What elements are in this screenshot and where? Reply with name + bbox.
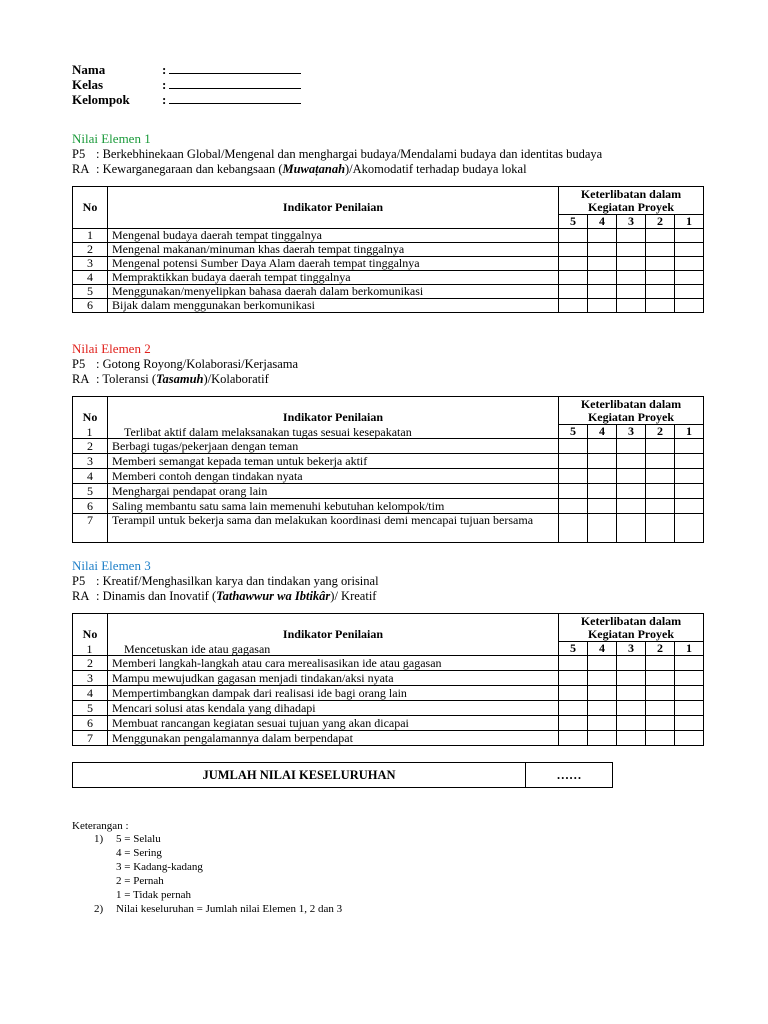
scale-item: 4 = Sering [116, 847, 162, 859]
col-score-header: Keterlibatan dalam Kegiatan Proyek [559, 614, 704, 642]
score-5-header: 5 [559, 215, 588, 229]
name-blank[interactable] [169, 62, 301, 74]
class-blank[interactable] [169, 77, 301, 89]
section-3-title: Nilai Elemen 3 [72, 558, 151, 573]
section-2-ra: RA : Toleransi (Tasamuh)/Kolaboratif [72, 372, 269, 386]
name-field[interactable]: Nama : [72, 62, 301, 78]
table-row: 6 Saling membantu satu sama lain memenuhi kebutuhan kelompok/tim [73, 499, 704, 514]
table-row: 4 Mempertimbangkan dampak dari realisasi ide bagi orang lain [73, 686, 704, 701]
table-row: 4 Memberi contoh dengan tindakan nyata [73, 469, 704, 484]
table-row: 5 4 3 2 1 [73, 642, 704, 656]
total-score-box [72, 762, 613, 788]
section-1-p5: P5 : Berkebhinekaan Global/Mengenal dan menghargai budaya/Mendalami budaya dan identitas budaya [72, 147, 603, 161]
total-label: JUMLAH NILAI KESELURUHAN [73, 763, 526, 787]
score-4-header: 4 [588, 215, 617, 229]
col-no-header: No [73, 187, 108, 229]
score-3-header: 3 [617, 215, 646, 229]
score-1-header: 1 [675, 215, 704, 229]
section-2-title: Nilai Elemen 2 [72, 341, 151, 356]
name-label: Nama [72, 62, 106, 77]
table-row: 3 Memberi semangat kepada teman untuk bekerja aktif [73, 454, 704, 469]
table-row: 7 Menggunakan pengalamannya dalam berpendapat [73, 731, 704, 746]
section-2-row1-text: Terlibat aktif dalam melaksanakan tugas sesuai kesepakatan [124, 425, 412, 439]
total-value[interactable]: …… [556, 768, 582, 782]
table-row: 5 4 3 2 1 [73, 425, 704, 439]
table-row: 2 Berbagi tugas/pekerjaan dengan teman [73, 439, 704, 454]
table-row: 7 Terampil untuk bekerja sama dan melakukan koordinasi demi mencapai tujuan bersama [73, 514, 704, 543]
col-indikator-header: Indikator Penilaian [108, 397, 559, 439]
section-3-table [72, 613, 704, 746]
table-row: 6 Bijak dalam menggunakan berkomunikasi [73, 299, 704, 313]
notes-item1-num: 1) [94, 833, 104, 845]
scale-item: 3 = Kadang-kadang [116, 861, 203, 873]
scale-item: 5 = Selalu [116, 833, 161, 845]
col-indikator-header: Indikator Penilaian [108, 614, 559, 656]
score-2-header: 2 [646, 215, 675, 229]
table-row: 3 Mengenal potensi Sumber Daya Alam daerah tempat tinggalnya [73, 257, 704, 271]
table-row: 2 Memberi langkah-langkah atau cara merealisasikan ide atau gagasan [73, 656, 704, 671]
table-row: 4 Mempraktikkan budaya daerah tempat tinggalnya [73, 271, 704, 285]
col-indikator-header: Indikator Penilaian [108, 187, 559, 229]
section-1-ra: RA : Kewarganegaraan dan kebangsaan (Muwaṭanah)/Akomodatif terhadap budaya lokal [72, 162, 527, 176]
class-label: Kelas [72, 77, 104, 92]
scale-item: 2 = Pernah [116, 875, 164, 887]
section-2-p5: P5 : Gotong Royong/Kolaborasi/Kerjasama [72, 357, 299, 371]
col-no-header: No [73, 397, 108, 439]
section-3-p5: P5 : Kreatif/Menghasilkan karya dan tindakan yang orisinal [72, 574, 379, 588]
notes-item2-text: Nilai keseluruhan = Jumlah nilai Elemen 1, 2 dan 3 [116, 903, 343, 915]
group-label: Kelompok [72, 92, 130, 107]
notes-title: Keterangan : [72, 820, 129, 832]
col-score-header: Keterlibatan dalam Kegiatan Proyek [559, 187, 704, 215]
section-3-ra: RA : Dinamis dan Inovatif (Tathawwur wa Ibtikâr)/ Kreatif [72, 589, 377, 603]
table-row: 5 Menghargai pendapat orang lain [73, 484, 704, 499]
class-field[interactable]: Kelas : [72, 77, 301, 93]
section-1-table [72, 186, 704, 313]
table-row: 5 Menggunakan/menyelipkan bahasa daerah dalam berkomunikasi [73, 285, 704, 299]
table-row: 1 Mengenal budaya daerah tempat tinggalnya [73, 229, 704, 243]
section-3-row1-text: Mencetuskan ide atau gagasan [124, 642, 271, 656]
col-score-header: Keterlibatan dalam Kegiatan Proyek [559, 397, 704, 425]
table-row: 6 Membuat rancangan kegiatan sesuai tujuan yang akan dicapai [73, 716, 704, 731]
group-blank[interactable] [169, 92, 301, 104]
group-field[interactable]: Kelompok : [72, 92, 301, 108]
scale-item: 1 = Tidak pernah [116, 889, 191, 901]
table-row: 5 Mencari solusi atas kendala yang dihadapi [73, 701, 704, 716]
section-2-row1-no: 1 [86, 425, 93, 439]
section-3-row1-no: 1 [86, 642, 93, 656]
table-row: 2 Mengenal makanan/minuman khas daerah tempat tinggalnya [73, 243, 704, 257]
section-1-title: Nilai Elemen 1 [72, 131, 151, 146]
notes-item2-num: 2) [94, 903, 104, 915]
table-row: 3 Mampu mewujudkan gagasan menjadi tindakan/aksi nyata [73, 671, 704, 686]
col-no-header: No [73, 614, 108, 656]
section-2-table [72, 396, 704, 543]
